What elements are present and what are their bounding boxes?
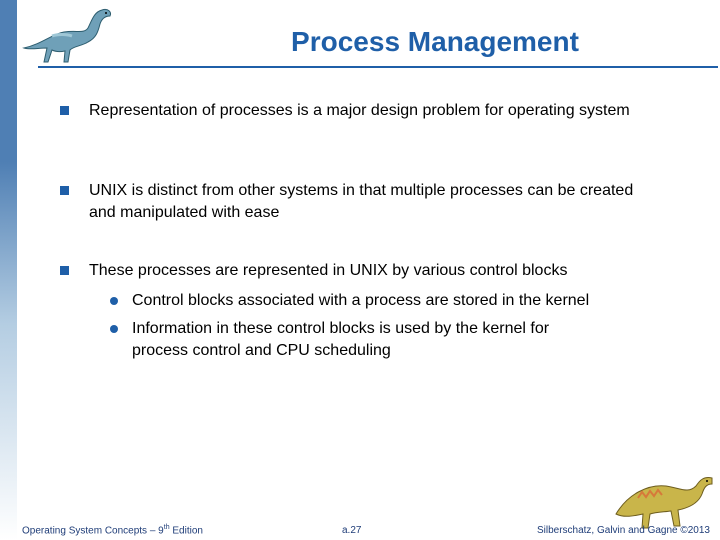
footer-book-title xyxy=(22,524,203,536)
bullet-text: UNIX is distinct from other systems in that multiple processes can be created and manipulated with ease xyxy=(89,182,634,221)
footer-edition-text: Edition xyxy=(169,525,203,536)
dinosaur-image-bottom xyxy=(608,464,718,534)
left-gradient-bar xyxy=(0,0,17,540)
title-divider xyxy=(38,66,718,68)
bullet-text: These processes are represented in UNIX by various control blocks xyxy=(89,262,568,279)
dinosaur-logo-top xyxy=(22,4,122,66)
square-bullet-icon xyxy=(60,186,69,195)
bullet-item xyxy=(60,260,660,282)
sub-bullet-item xyxy=(110,290,650,312)
round-bullet-icon xyxy=(110,325,118,333)
sub-bullet-item xyxy=(110,318,600,362)
square-bullet-icon xyxy=(60,106,69,115)
footer-superscript: th xyxy=(163,523,170,531)
bullet-item xyxy=(60,180,660,224)
round-bullet-icon xyxy=(110,297,118,305)
footer-page-number: a.27 xyxy=(342,525,362,536)
sub-bullet-text: Control blocks associated with a process are stored in the kernel xyxy=(132,292,590,309)
bullet-text: Representation of processes is a major design problem for operating system xyxy=(89,102,630,119)
footer-copyright: Silberschatz, Galvin and Gagne ©2013 xyxy=(536,525,710,536)
footer-book-title-text: Operating System Concepts – 9 xyxy=(22,525,164,536)
bullet-item xyxy=(60,100,660,122)
sub-bullet-text: Information in these control blocks is used by the kernel for process control and CPU scheduling xyxy=(132,320,550,359)
square-bullet-icon xyxy=(60,266,69,275)
slide-title: Process Management xyxy=(291,26,579,57)
